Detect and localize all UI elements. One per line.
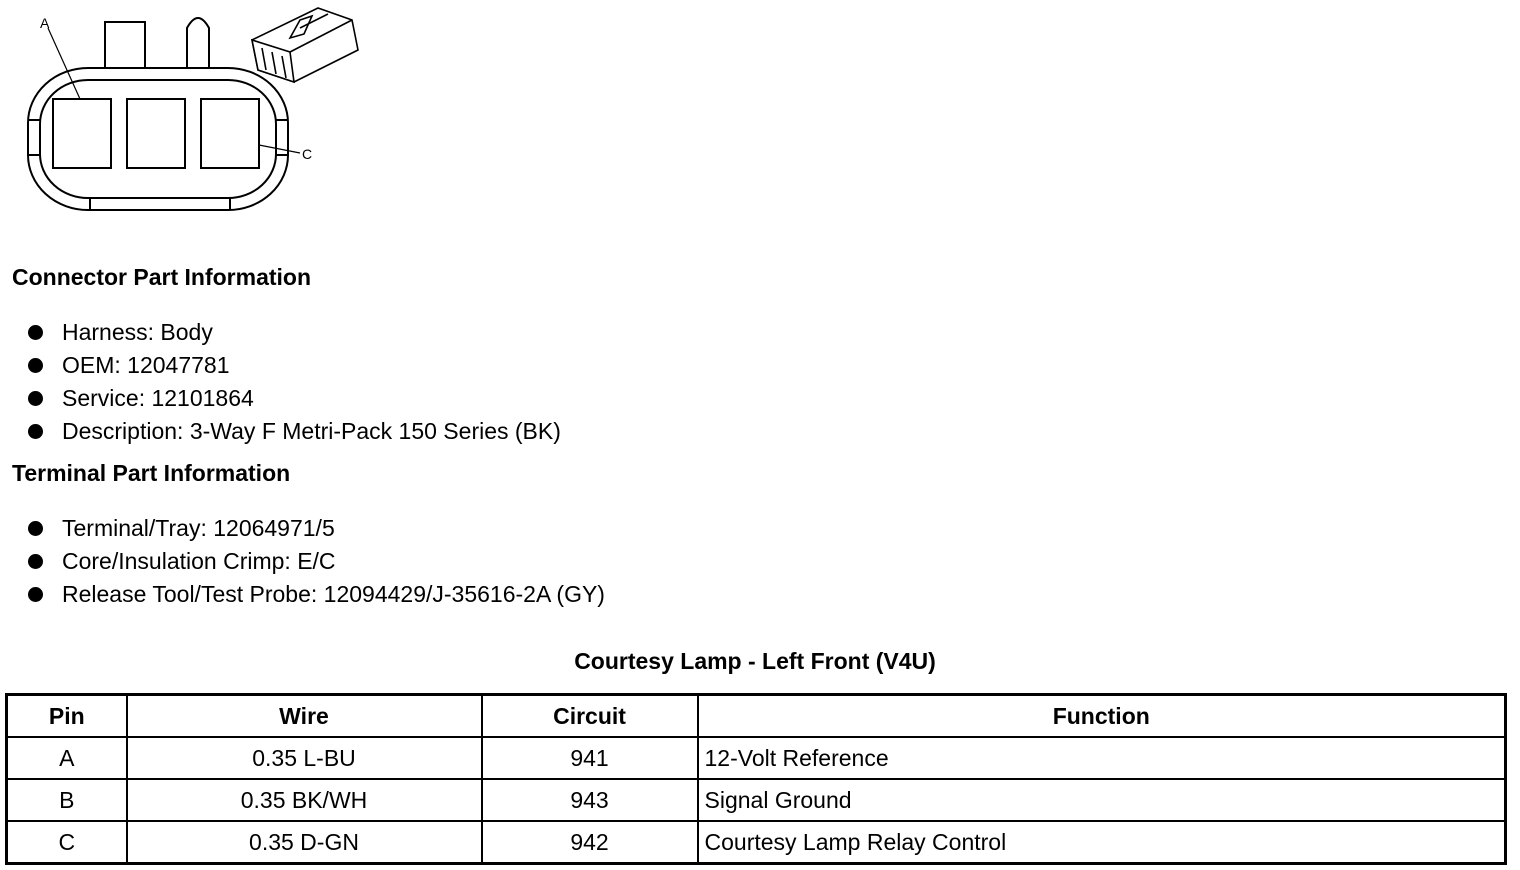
connector-housing-outer bbox=[28, 68, 288, 210]
list-item bbox=[28, 349, 561, 382]
table-header-row bbox=[7, 695, 1506, 738]
list-item-text: Description: 3-Way F Metri-Pack 150 Series (BK) bbox=[62, 418, 561, 444]
list-item-text: Terminal/Tray: 12064971/5 bbox=[62, 515, 335, 541]
list-item-text: Release Tool/Test Probe: 12094429/J-35616-2A (GY) bbox=[62, 581, 605, 607]
list-item bbox=[28, 382, 561, 415]
connector-info-list bbox=[28, 316, 561, 448]
column-header-circuit: Circuit bbox=[482, 695, 698, 738]
connector-diagram bbox=[0, 0, 400, 230]
bullet-icon bbox=[28, 424, 43, 439]
table-row bbox=[7, 737, 1506, 779]
list-item bbox=[28, 545, 605, 578]
list-item bbox=[28, 512, 605, 545]
list-item bbox=[28, 415, 561, 448]
table-row bbox=[7, 821, 1506, 864]
cell-pin: C bbox=[7, 821, 127, 864]
pin-label-a: A bbox=[40, 15, 50, 31]
bullet-icon bbox=[28, 358, 43, 373]
pinout-table bbox=[5, 693, 1507, 865]
cell-pin: A bbox=[7, 737, 127, 779]
cell-wire: 0.35 BK/WH bbox=[127, 779, 482, 821]
cell-function: 12-Volt Reference bbox=[698, 737, 1506, 779]
cell-wire: 0.35 D-GN bbox=[127, 821, 482, 864]
cell-function: Signal Ground bbox=[698, 779, 1506, 821]
cell-function: Courtesy Lamp Relay Control bbox=[698, 821, 1506, 864]
bullet-icon bbox=[28, 587, 43, 602]
column-header-pin: Pin bbox=[7, 695, 127, 738]
list-item bbox=[28, 316, 561, 349]
table-row bbox=[7, 779, 1506, 821]
terminal-info-title: Terminal Part Information bbox=[12, 460, 291, 486]
bullet-icon bbox=[28, 391, 43, 406]
pin-label-c: C bbox=[302, 146, 313, 162]
table-title: Courtesy Lamp - Left Front (V4U) bbox=[574, 648, 936, 674]
bullet-icon bbox=[28, 325, 43, 340]
connector-thumbnail bbox=[252, 8, 358, 82]
column-header-wire: Wire bbox=[127, 695, 482, 738]
list-item bbox=[28, 578, 605, 611]
cell-circuit: 943 bbox=[482, 779, 698, 821]
list-item-text: Harness: Body bbox=[62, 319, 213, 345]
connector-tab-left bbox=[105, 22, 145, 68]
list-item-text: Service: 12101864 bbox=[62, 385, 254, 411]
connector-info-title: Connector Part Information bbox=[12, 264, 312, 290]
bullet-icon bbox=[28, 554, 43, 569]
terminal-info-list bbox=[28, 512, 605, 611]
cell-pin: B bbox=[7, 779, 127, 821]
cell-circuit: 941 bbox=[482, 737, 698, 779]
cell-wire: 0.35 L-BU bbox=[127, 737, 482, 779]
bullet-icon bbox=[28, 521, 43, 536]
list-item-text: OEM: 12047781 bbox=[62, 352, 230, 378]
column-header-function: Function bbox=[698, 695, 1506, 738]
cell-circuit: 942 bbox=[482, 821, 698, 864]
list-item-text: Core/Insulation Crimp: E/C bbox=[62, 548, 336, 574]
